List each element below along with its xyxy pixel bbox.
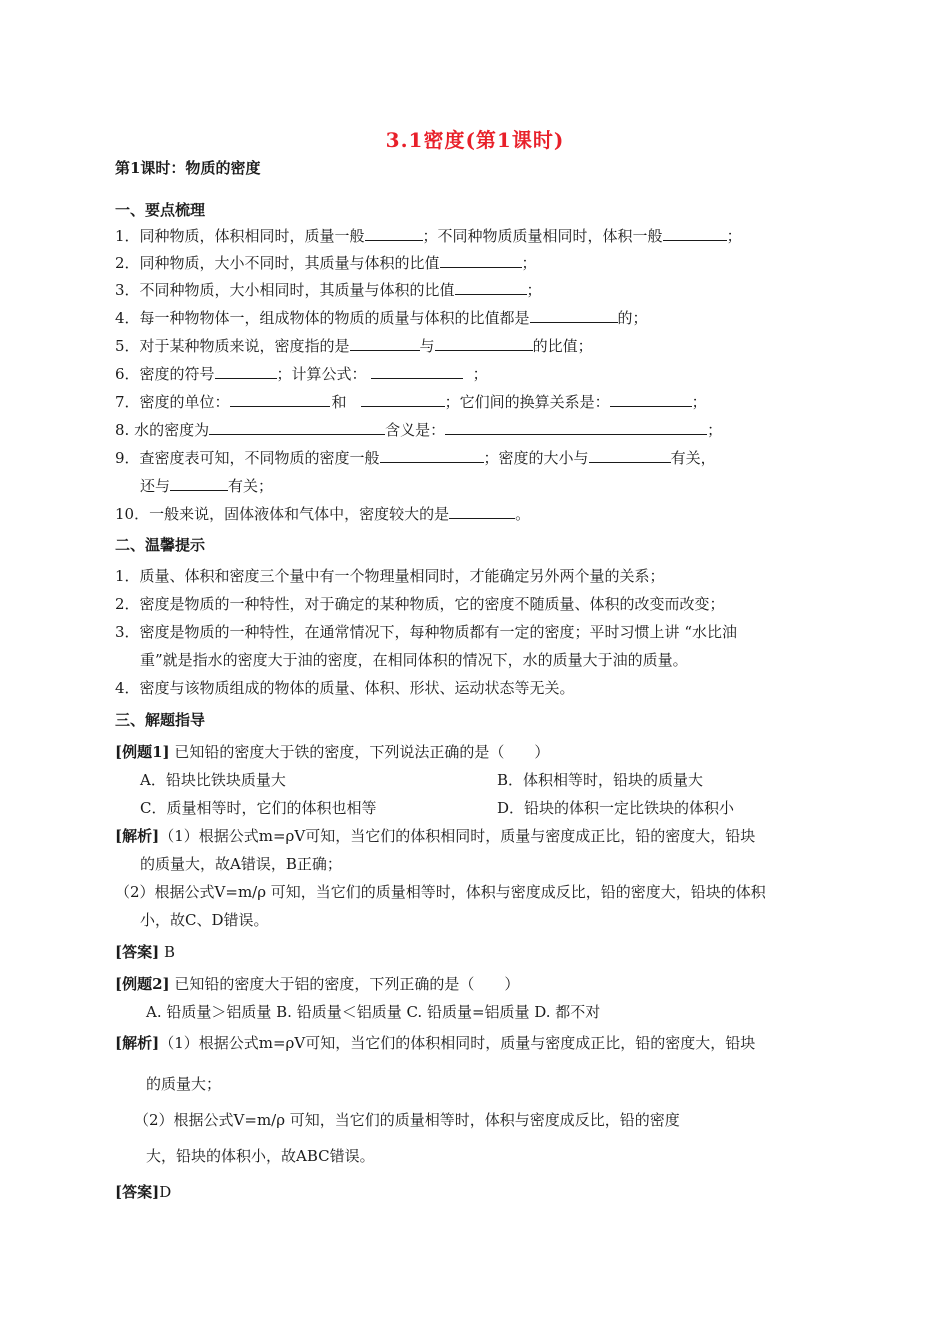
example-2-analysis-2-cont: 大，铅块的体积小，故ABC错误。 — [146, 1147, 375, 1165]
tip-2: 2．密度是物质的一种特性，对于确定的某种物质，它的密度不随质量、体积的改变而改变； — [115, 595, 725, 613]
example-2-question: [例题2] 已知铅的密度大于铝的密度，下列正确的是（ ） — [115, 975, 520, 993]
point-1: 1．同种物质，体积相同时，质量一般 ；不同种物质质量相同时，体积一般 ； — [115, 227, 742, 245]
point-6: 6．密度的符号 ；计算公式： ； — [115, 365, 488, 383]
fill-blank — [663, 226, 727, 241]
point-7: 7．密度的单位： 和 ；它们间的换算关系是： ； — [115, 393, 707, 411]
section-heading-key-points: 一、要点梳理 — [115, 201, 206, 219]
example-1-question: [例题1] 已知铅的密度大于铁的密度，下列说法正确的是（ ） — [115, 743, 550, 761]
example-1-analysis-2: （2）根据公式V=m/ρ 可知，当它们的质量相等时，体积与密度成反比，铅的密度大，铅块的体积 — [115, 883, 766, 901]
fill-blank — [610, 392, 692, 407]
fill-blank — [449, 504, 515, 519]
fill-blank — [361, 392, 445, 407]
example-1-analysis-cont: 的质量大，故A错误，B正确； — [140, 855, 342, 873]
fill-blank — [380, 448, 484, 463]
lesson-subtitle: 第1课时：物质的密度 — [115, 159, 261, 177]
page-title: 3.1密度(第1课时) — [385, 128, 565, 152]
tip-3-cont: 重”就是指水的密度大于油的密度，在相同体积的情况下，水的质量大于油的质量。 — [140, 651, 688, 669]
point-10: 10．一般来说，固体液体和气体中，密度较大的是 。 — [115, 505, 531, 523]
fill-blank — [435, 336, 533, 351]
example-1-analysis-2-cont: 小，故C、D错误。 — [140, 911, 269, 929]
fill-blank — [170, 476, 228, 491]
example-2-options: A. 铅质量＞铝质量 B. 铅质量＜铝质量 C. 铅质量=铝质量 D. 都不对 — [146, 1003, 601, 1021]
point-2: 2．同种物质，大小不同时，其质量与体积的比值 ； — [115, 254, 537, 272]
example-2-analysis: [解析]（1）根据公式m=ρV可知，当它们的体积相同时，质量与密度成正比，铅的密度大，铅块 — [115, 1034, 756, 1052]
example-2-analysis-2: （2）根据公式V=m/ρ 可知，当它们的质量相等时，体积与密度成反比，铅的密度 — [134, 1111, 680, 1129]
fill-blank — [440, 253, 522, 268]
point-9-cont: 还与 有关； — [140, 477, 274, 495]
fill-blank — [350, 336, 420, 351]
example-2-answer: [答案]D — [115, 1183, 172, 1201]
point-3: 3．不同种物质，大小相同时，其质量与体积的比值 ； — [115, 281, 542, 299]
example-1-option-b: B．体积相等时，铅块的质量大 — [497, 771, 704, 789]
tip-1: 1．质量、体积和密度三个量中有一个物理量相同时，才能确定另外两个量的关系； — [115, 567, 665, 585]
fill-blank — [589, 448, 671, 463]
section-heading-tips: 二、温馨提示 — [115, 536, 206, 554]
fill-blank — [230, 392, 330, 407]
example-1-option-c: C．质量相等时，它们的体积也相等 — [140, 799, 377, 817]
point-4: 4．每一种物物体一，组成物体的物质的质量与体积的比值都是 的； — [115, 309, 648, 327]
example-1-option-a: A．铅块比铁块质量大 — [140, 771, 286, 789]
example-1-analysis: [解析]（1）根据公式m=ρV可知，当它们的体积相同时，质量与密度成正比，铅的密度大，铅块 — [115, 827, 756, 845]
example-1-answer: [答案] B — [115, 943, 175, 961]
fill-blank — [455, 280, 527, 295]
tip-3: 3．密度是物质的一种特性，在通常情况下，每种物质都有一定的密度；平时习惯上讲 “水比油 — [115, 623, 737, 641]
fill-blank — [365, 226, 423, 241]
tip-4: 4．密度与该物质组成的物体的质量、体积、形状、运动状态等无关。 — [115, 679, 575, 697]
section-heading-guidance: 三、解题指导 — [115, 711, 206, 729]
point-8: 8. 水的密度为 含义是： ； — [115, 421, 723, 439]
fill-blank — [209, 420, 385, 435]
example-1-option-d: D．铅块的体积一定比铁块的体积小 — [497, 799, 735, 817]
fill-blank — [445, 420, 707, 435]
fill-blank — [215, 364, 277, 379]
point-5: 5．对于某种物质来说，密度指的是 与 的比值； — [115, 337, 593, 355]
point-9: 9．查密度表可知，不同物质的密度一般 ；密度的大小与 有关， — [115, 449, 716, 467]
fill-blank — [371, 364, 463, 379]
example-2-analysis-cont: 的质量大； — [146, 1075, 222, 1093]
fill-blank — [530, 308, 618, 323]
